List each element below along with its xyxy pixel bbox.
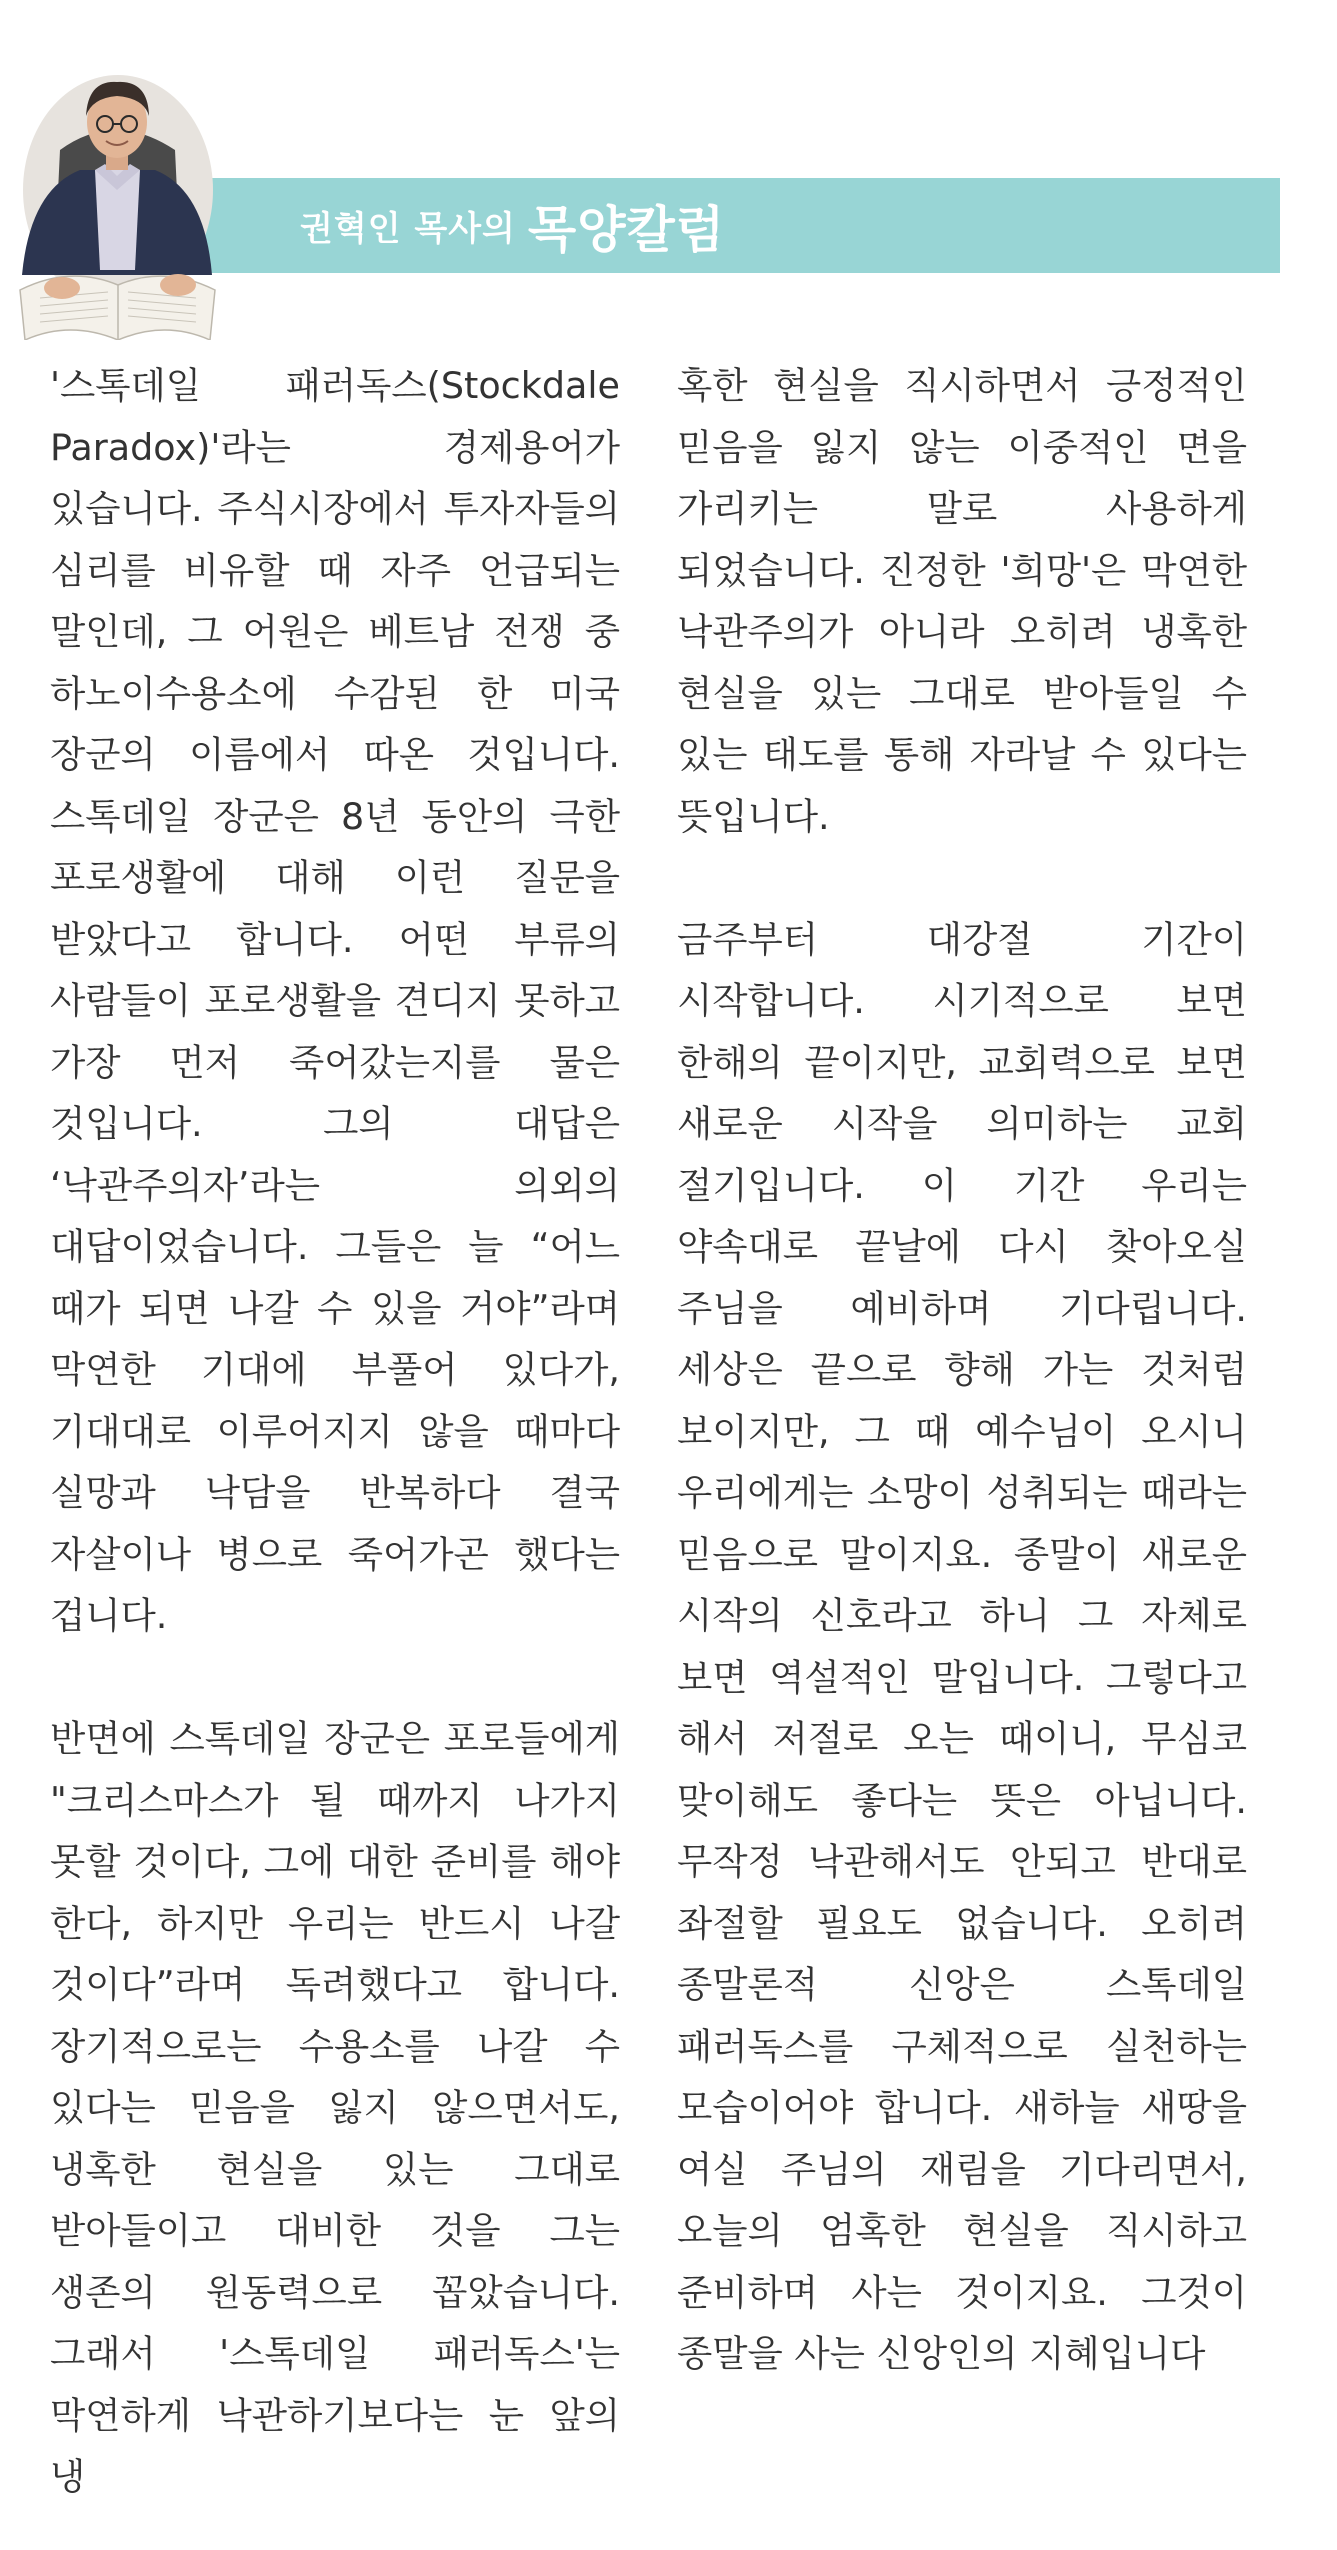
paragraph: '스톡데일 패러독스(Stockdale Paradox)'라는 경제용어가 있습니다. 주식시장에서 투자자들의 심리를 비유할 때 자주 언급되는 말인데, 그 어원은 베트남 전쟁 중 하노이수용소에 수감된 한 미국 장군의 이름에서 따온 것입니다. 스톡데일 장군은 8년 동안의 극한 포로생활에 대해 이런 질문을 받았다고 합니다. 어떤 부류의 사람들이 포로생활을 견디지 못하고 가장 먼저 죽어갔는지를 물은 것입니다. 그의 대답은 ‘낙관주의자’라는 의외의 대답이었습니다. 그들은 늘 “어느 때가 되면 나갈 수 있을 거야”라며 막연한 기대에 부풀어 있다가, 기대대로 이루어지지 않을 때마다 실망과 낙담을 반복하다 결국 자살이나 병으로 죽어가곤 했다는 겁니다.	[50, 364, 620, 1637]
paragraph: 금주부터 대강절 기간이 시작합니다. 시기적으로 보면 한해의 끝이지만, 교회력으로 보면 새로운 시작을 의미하는 교회 절기입니다. 이 기간 우리는 약속대로 끝날에 다시 찾아오실 주님을 예비하며 기다립니다. 세상은 끝으로 향해 가는 것처럼 보이지만, 그 때 예수님이 오시니 우리에게는 소망이 성취되는 때라는 믿음으로 말이지요. 종말이 새로운 시작의 신호라고 하니 그 자체로 보면 역설적인 말입니다. 그렇다고 해서 저절로 오는 때이니, 무심코 맞이해도 좋다는 뜻은 아닙니다. 무작정 낙관해서도 안되고 반대로 좌절할 필요도 없습니다. 오히려 종말론적 신앙은 스톡데일 패러독스를 구체적으로 실천하는 모습이어야 합니다. 새하늘 새땅을 여실 주님의 재림을 기다리면서, 오늘의 엄혹한 현실을 직시하고 준비하며 사는 것이지요. 그것이 종말을 사는 신앙인의 지혜입니다	[677, 917, 1247, 2375]
paragraph: 혹한 현실을 직시하면서 긍정적인 믿음을 잃지 않는 이중적인 면을 가리키는 말로 사용하게 되었습니다. 진정한 '희망'은 막연한 낙관주의가 아니라 오히려 냉혹한 현실을 있는 그대로 받아들일 수 있는 태도를 통해 자라날 수 있다는 뜻입니다.	[677, 364, 1247, 838]
column-header	[300, 178, 725, 273]
column-title: 목양칼럼	[527, 200, 726, 259]
author-byline: 권혁인 목사의	[300, 209, 516, 249]
author-portrait	[0, 40, 230, 340]
paragraph: 반면에 스톡데일 장군은 포로들에게 "크리스마스가 될 때까지 나가지 못할 것이다, 그에 대한 준비를 해야 한다, 하지만 우리는 반드시 나갈 것이다”라며 독려했다고 합니다. 장기적으로는 수용소를 나갈 수 있다는 믿음을 잃지 않으면서도, 냉혹한 현실을 있는 그대로 받아들이고 대비한 것을 그는 생존의 원동력으로 꼽았습니다. 그래서 '스톡데일 패러독스'는 막연하게 낙관하기보다는 눈 앞의 냉	[50, 1717, 620, 2498]
article-left-column	[50, 355, 620, 2508]
article-right-column	[677, 355, 1247, 2385]
